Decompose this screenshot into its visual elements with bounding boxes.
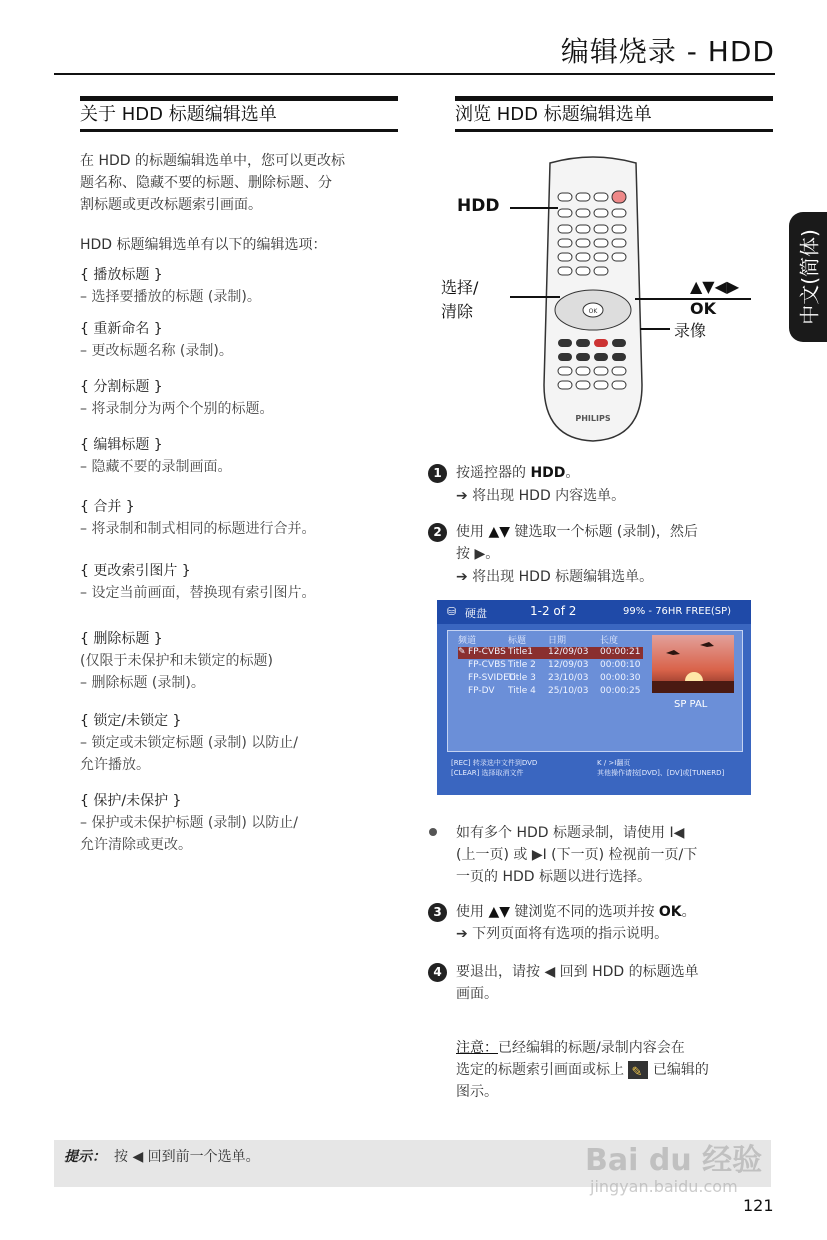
remote-control-illustration bbox=[538, 155, 648, 445]
option-lock: { 锁定/未锁定 } bbox=[80, 713, 182, 729]
option-merge-desc: – 将录制和制式相同的标题进行合并。 bbox=[80, 521, 316, 537]
option-delete-title-desc: – 删除标题 (录制)。 bbox=[80, 675, 205, 691]
step-4-line: 要退出，请按 ◀ 回到 HDD 的标题选单 bbox=[456, 964, 699, 980]
osd-row-date: 25/10/03 bbox=[548, 686, 589, 696]
osd-title-list bbox=[447, 630, 743, 752]
step-2-line2: 按 ▶。 bbox=[456, 546, 500, 562]
language-tab-label: 中文(简体) bbox=[797, 229, 822, 325]
osd-hint: K / >I翻页 bbox=[597, 759, 631, 767]
osd-col-title: 标题 bbox=[508, 636, 527, 646]
pointer-line-record bbox=[640, 328, 670, 330]
osd-row-channel: FP-DV bbox=[468, 686, 495, 696]
option-lock-desc: 允许播放。 bbox=[80, 757, 150, 773]
osd-screen bbox=[437, 600, 751, 795]
option-change-index-desc: – 设定当前画面，替换现有索引图片。 bbox=[80, 585, 316, 601]
label-clear: 清除 bbox=[441, 302, 474, 321]
intro-line: 割标题或更改标题索引画面。 bbox=[80, 197, 262, 213]
osd-row-title: Title 2 bbox=[508, 660, 536, 670]
note-text: 选定的标题索引画面或标上 bbox=[456, 1062, 624, 1078]
pointer-line-select bbox=[510, 296, 560, 298]
step-3-end: 。 bbox=[681, 904, 696, 920]
option-split-title: { 分割标题 } bbox=[80, 379, 163, 395]
step-4-badge: 4 bbox=[428, 963, 447, 982]
osd-hint: 其他操作请按[DVD]、[DV]或[TUNERD] bbox=[597, 769, 725, 777]
header-divider bbox=[54, 73, 775, 75]
bullet-line: 一页的 HDD 标题以进行选择。 bbox=[456, 869, 651, 885]
option-lock-desc: – 锁定或未锁定标题 (录制) 以防止/ bbox=[80, 735, 298, 751]
option-edit-title-desc: – 隐藏不要的录制画面。 bbox=[80, 459, 232, 475]
page-title: 编辑烧录 - HDD bbox=[560, 35, 775, 68]
option-protect-desc: 允许清除或更改。 bbox=[80, 837, 192, 853]
osd-row-date: 12/09/03 bbox=[548, 647, 589, 657]
osd-disk-icon: ⛁ bbox=[447, 605, 457, 618]
option-change-index: { 更改索引图片 } bbox=[80, 563, 191, 579]
option-play-title-desc: – 选择要播放的标题 (录制)。 bbox=[80, 289, 261, 305]
remote-brand: PHILIPS bbox=[575, 414, 611, 423]
option-delete-title-note: (仅限于未保护和未锁定的标题) bbox=[80, 653, 273, 669]
step-2-text bbox=[456, 521, 698, 543]
osd-capacity: 99% - 76HR FREE(SP) bbox=[623, 606, 732, 617]
watermark-url: jingyan.baidu.com bbox=[590, 1177, 738, 1196]
label-arrow-keys: ▲▼◀▶ bbox=[690, 277, 740, 296]
osd-row-length: 00:00:10 bbox=[600, 660, 641, 670]
option-rename: { 重新命名 } bbox=[80, 321, 163, 337]
step-3-keys: ▲▼ bbox=[488, 904, 510, 920]
options-intro: HDD 标题编辑选单有以下的编辑选项： bbox=[80, 237, 327, 253]
step-1-key: HDD bbox=[530, 465, 566, 481]
note-line-2 bbox=[456, 1059, 709, 1081]
osd-col-length: 长度 bbox=[600, 636, 619, 646]
step-1-label: 按遥控器的 bbox=[456, 465, 526, 481]
osd-hint: [CLEAR] 选择取消文件 bbox=[451, 769, 524, 777]
option-play-title: { 播放标题 } bbox=[80, 267, 163, 283]
note-line-3: 图示。 bbox=[456, 1084, 498, 1100]
pointer-line-hdd bbox=[510, 207, 558, 209]
osd-thumbnail-image bbox=[652, 635, 734, 693]
option-rename-desc: – 更改标题名称 (录制)。 bbox=[80, 343, 233, 359]
option-merge: { 合并 } bbox=[80, 499, 135, 515]
intro-line: 题名称、隐藏不要的标题、删除标题、分 bbox=[80, 175, 332, 191]
osd-row-selected[interactable] bbox=[458, 647, 643, 659]
osd-row[interactable] bbox=[458, 660, 643, 672]
osd-row-channel: FP-SVIDEO bbox=[468, 673, 516, 683]
osd-row[interactable] bbox=[458, 673, 643, 685]
note-label: 注意： bbox=[456, 1040, 498, 1056]
step-2-label-b: 键选取一个标题 (录制)，然后 bbox=[514, 524, 698, 540]
osd-row-length: 00:00:21 bbox=[600, 647, 641, 657]
step-3-key: OK bbox=[658, 904, 682, 920]
watermark-brand: Bai du 经验 bbox=[585, 1143, 763, 1178]
language-tab bbox=[789, 212, 827, 342]
step-2-result: ➔ 将出现 HDD 标题编辑选单。 bbox=[456, 569, 654, 585]
osd-drive: 硬盘 bbox=[465, 607, 487, 620]
step-3-badge: 3 bbox=[428, 903, 447, 922]
osd-row-date: 23/10/03 bbox=[548, 673, 589, 683]
osd-row-length: 00:00:25 bbox=[600, 686, 641, 696]
osd-col-date: 日期 bbox=[548, 636, 567, 646]
osd-row-length: 00:00:30 bbox=[600, 673, 641, 683]
step-2-badge: 2 bbox=[428, 523, 447, 542]
step-1-badge: 1 bbox=[428, 464, 447, 483]
step-1-text bbox=[456, 462, 579, 484]
label-record: 录像 bbox=[674, 321, 707, 340]
osd-format: SP PAL bbox=[674, 699, 708, 710]
osd-row-channel: FP-CVBS bbox=[468, 647, 506, 657]
osd-row-channel: FP-CVBS bbox=[468, 660, 506, 670]
note-text: 已经编辑的标题/录制内容会在 bbox=[498, 1040, 685, 1056]
step-1-result: ➔ 将出现 HDD 内容选单。 bbox=[456, 488, 626, 504]
label-hdd: HDD bbox=[457, 196, 500, 216]
osd-title-bar bbox=[437, 600, 751, 624]
tip-label: 提示： bbox=[64, 1149, 106, 1165]
step-3-text bbox=[456, 901, 696, 923]
tip-text: 按 ◀ 回到前一个选单。 bbox=[114, 1149, 260, 1165]
osd-row-date: 12/09/03 bbox=[548, 660, 589, 670]
osd-row-title: Title1 bbox=[508, 647, 534, 657]
option-split-title-desc: – 将录制分为两个个别的标题。 bbox=[80, 401, 274, 417]
step-3-label: 使用 bbox=[456, 904, 484, 920]
osd-row[interactable] bbox=[458, 686, 643, 698]
bullet-dot bbox=[429, 828, 437, 836]
osd-row-title: Title 4 bbox=[508, 686, 536, 696]
edited-icon: ✎ bbox=[628, 1061, 648, 1079]
step-4-line: 画面。 bbox=[456, 986, 498, 1002]
option-protect-desc: – 保护或未保护标题 (录制) 以防止/ bbox=[80, 815, 298, 831]
left-section-heading: 关于 HDD 标题编辑选单 bbox=[80, 96, 398, 132]
page-number: 121 bbox=[743, 1196, 774, 1215]
svg-text:OK: OK bbox=[588, 308, 598, 315]
option-edit-title: { 编辑标题 } bbox=[80, 437, 163, 453]
osd-range: 1-2 of 2 bbox=[530, 604, 577, 618]
step-2-label: 使用 bbox=[456, 524, 484, 540]
intro-line: 在 HDD 的标题编辑选单中，您可以更改标 bbox=[80, 153, 345, 169]
osd-col-channel: 频道 bbox=[458, 636, 477, 646]
osd-hint: [REC] 转录选中文件到DVD bbox=[451, 759, 538, 767]
bullet-line: 如有多个 HDD 标题录制，请使用 I◀ bbox=[456, 825, 685, 841]
baidu-watermark bbox=[585, 1115, 780, 1205]
right-section-heading: 浏览 HDD 标题编辑选单 bbox=[455, 96, 773, 132]
note-text: 已编辑的 bbox=[652, 1062, 709, 1078]
note-line-1 bbox=[456, 1037, 685, 1059]
osd-row-icon: ✎ bbox=[458, 647, 466, 657]
option-delete-title: { 删除标题 } bbox=[80, 631, 163, 647]
label-ok: OK bbox=[690, 299, 716, 318]
osd-row-title: Title 3 bbox=[508, 673, 536, 683]
option-protect: { 保护/未保护 } bbox=[80, 793, 182, 809]
bullet-line: (上一页) 或 ▶I (下一页) 检视前一页/下 bbox=[456, 847, 698, 863]
step-1-end: 。 bbox=[565, 465, 580, 481]
step-3-label-b: 键浏览不同的选项并按 bbox=[514, 904, 655, 920]
step-3-result: ➔ 下列页面将有选项的指示说明。 bbox=[456, 926, 669, 942]
label-select: 选择/ bbox=[441, 278, 479, 297]
step-2-keys: ▲▼ bbox=[488, 524, 510, 540]
